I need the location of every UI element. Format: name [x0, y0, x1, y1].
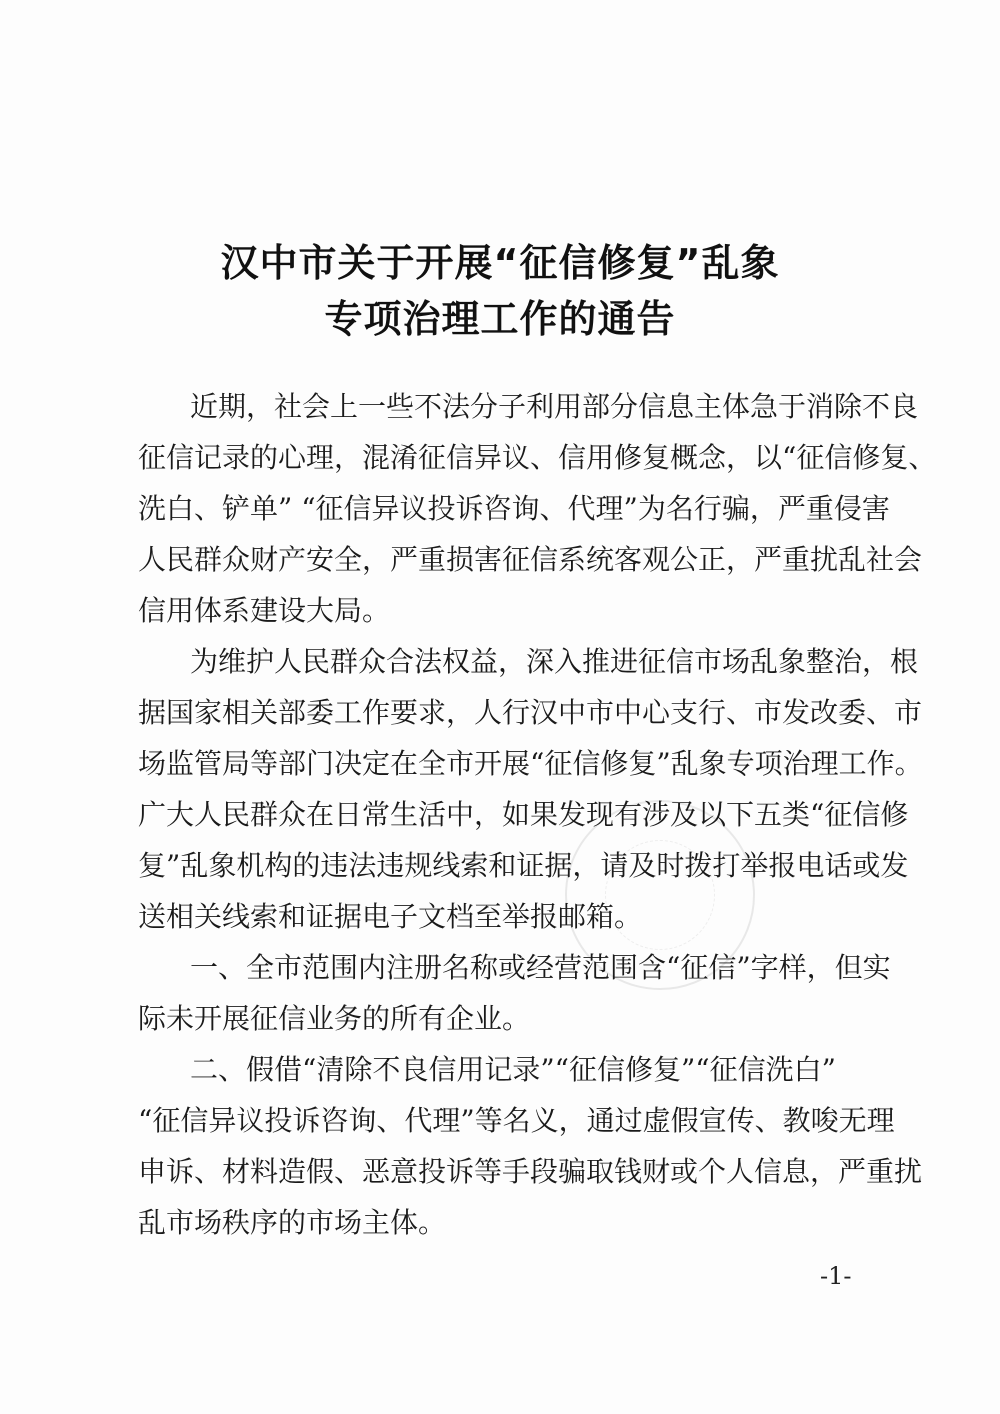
- body-line: 复”乱象机构的违法违规线索和证据，请及时拨打举报电话或发: [138, 849, 909, 882]
- body-line: 人民群众财产安全，严重损害征信系统客观公正，严重扰乱社会: [138, 543, 923, 576]
- body-line: 二、假借“清除不良信用记录”“征信修复”“征信洗白”: [190, 1053, 836, 1086]
- body-line: 广大人民群众在日常生活中，如果发现有涉及以下五类“征信修: [138, 798, 909, 831]
- document-title-line-2: 专项治理工作的通告: [324, 297, 676, 341]
- body-line: 一、全市范围内注册名称或经营范围含“征信”字样，但实: [190, 951, 891, 984]
- page-number: -1-: [820, 1262, 852, 1290]
- body-line: 际未开展征信业务的所有企业。: [138, 1002, 531, 1035]
- body-line: 送相关线索和证据电子文档至举报邮箱。: [138, 900, 643, 933]
- body-line: 征信记录的心理，混淆征信异议、信用修复概念，以“征信修复、: [138, 441, 937, 474]
- body-line: 为维护人民群众合法权益，深入推进征信市场乱象整治，根: [190, 645, 919, 678]
- body-line: 近期，社会上一些不法分子利用部分信息主体急于消除不良: [190, 390, 919, 423]
- document-title-line-1: 汉中市关于开展“征信修复”乱象: [220, 241, 780, 285]
- body-line: 场监管局等部门决定在全市开展“征信修复”乱象专项治理工作。: [138, 747, 923, 780]
- body-line: 洗白、铲单” “征信异议投诉咨询、代理”为名行骗，严重侵害: [138, 492, 890, 525]
- body-line: 据国家相关部委工作要求，人行汉中市中心支行、市发改委、市: [138, 696, 923, 729]
- body-line: 申诉、材料造假、恶意投诉等手段骗取钱财或个人信息，严重扰: [138, 1155, 923, 1188]
- body-line: 信用体系建设大局。: [138, 594, 391, 627]
- body-line: “征信异议投诉咨询、代理”等名义，通过虚假宣传、教唆无理: [138, 1104, 895, 1137]
- body-line: 乱市场秩序的市场主体。: [138, 1206, 447, 1239]
